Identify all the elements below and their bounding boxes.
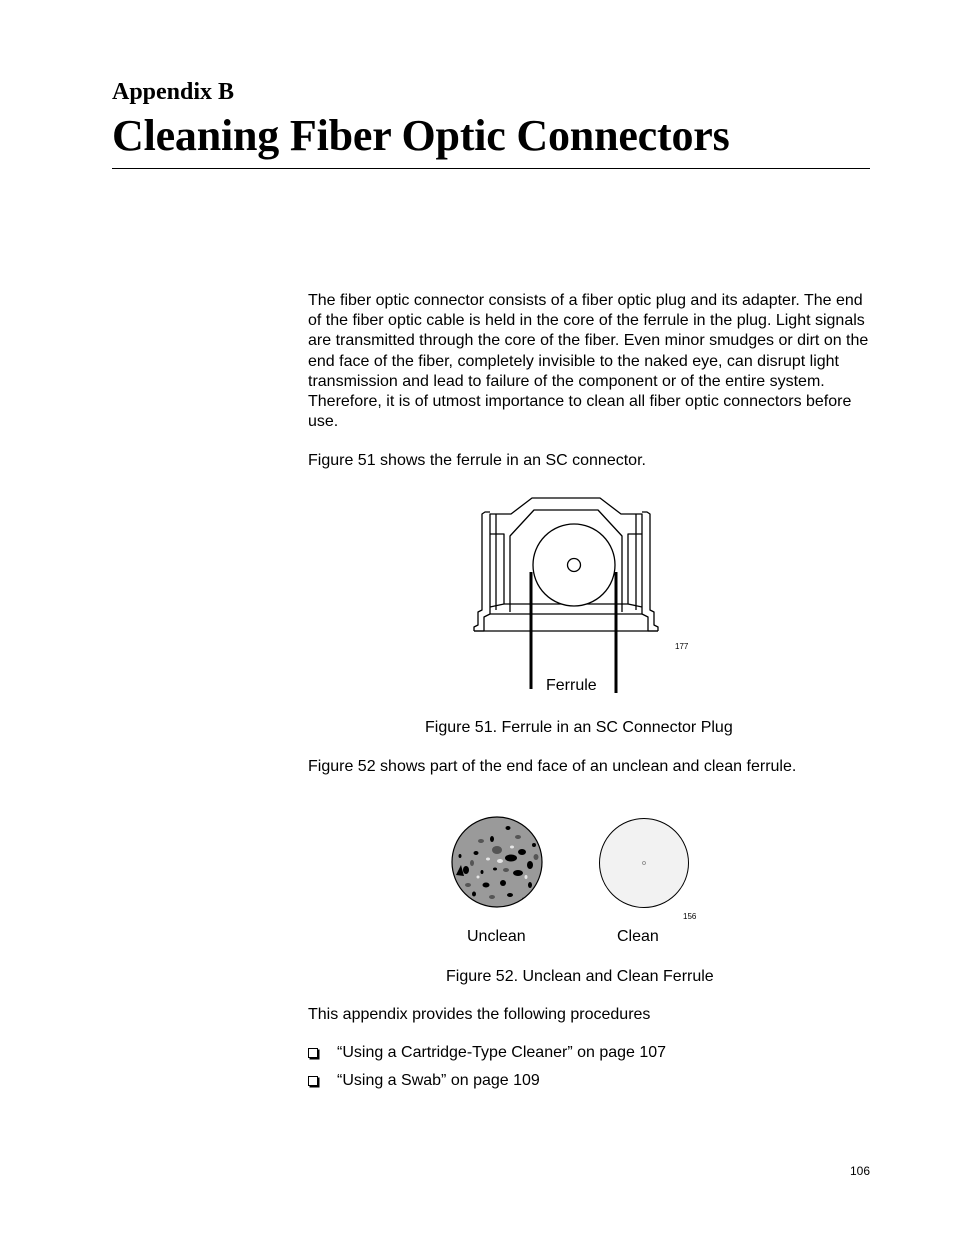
figure51-number: 177 [675,642,689,651]
procedure-link-cartridge-cleaner[interactable]: “Using a Cartridge-Type Cleaner” on page 107 [337,1044,667,1061]
procedure-link-swab[interactable]: “Using a Swab” on page 109 [337,1072,540,1089]
checkbox-bullet-icon [308,1076,318,1086]
clean-ferrule-face [600,819,689,908]
page-number: 106 [850,1164,871,1178]
figure52-caption: Figure 52. Unclean and Clean Ferrule [446,968,714,985]
intro-paragraph: The fiber optic connector consists of a fiber optic plug and its adapter. The end of the fiber optic cable is held in the core of the ferrule in the plug. Light signals are transmitted through the core of the fiber. Even minor smudges or dirt on the end face of the fiber, completely invisible to the naked eye, can disrupt light transmission and lead to failure of the component or of the entire system. Therefore, it is of utmost importance to clean all fiber optic connectors before use. [308,292,869,431]
figure51-caption: Figure 51. Ferrule in an SC Connector Plug [425,719,733,736]
clean-label: Clean [617,928,659,945]
appendix-label: Appendix B [112,79,235,105]
ferrule-endface-comparison [448,815,708,915]
sc-connector-diagram [470,494,690,698]
page-title: Cleaning Fiber Optic Connectors [112,111,730,160]
ferrule-callout-label: Ferrule [546,677,597,694]
checkbox-bullet-icon [308,1048,318,1058]
figure52-number: 156 [683,912,697,921]
title-divider [112,168,870,169]
procedures-intro-paragraph: This appendix provides the following procedures [308,1006,651,1023]
unclean-label: Unclean [467,928,526,945]
figure52-intro-paragraph: Figure 52 shows part of the end face of an unclean and clean ferrule. [308,758,797,775]
figure51-intro-paragraph: Figure 51 shows the ferrule in an SC connector. [308,452,646,469]
